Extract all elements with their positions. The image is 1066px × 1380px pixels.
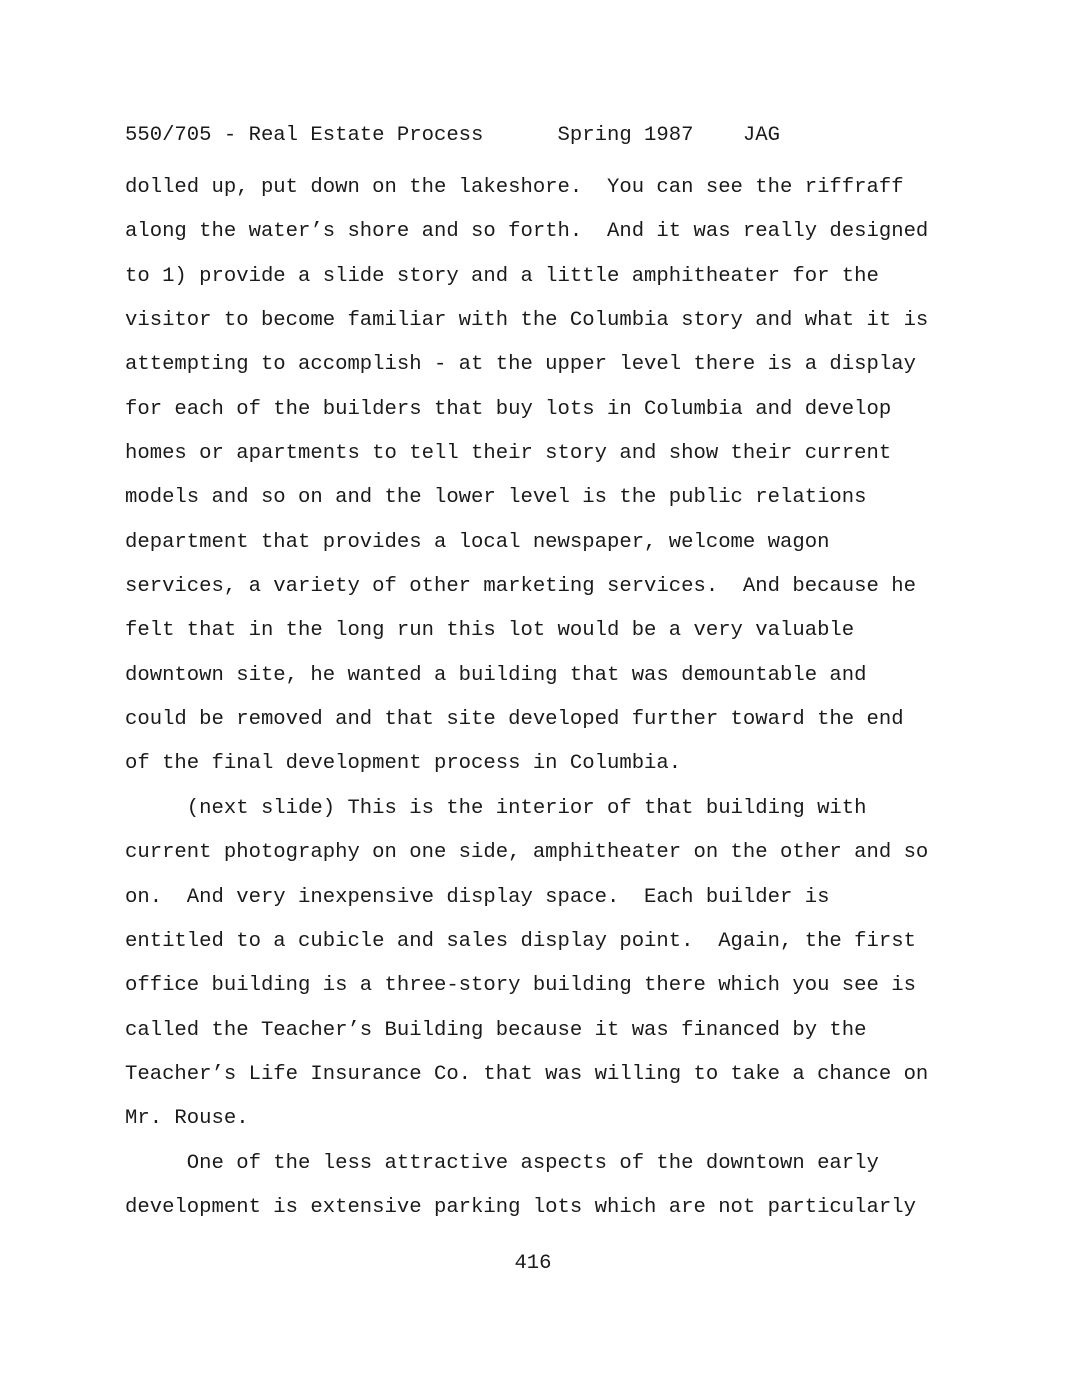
page-number: 416 xyxy=(514,1252,552,1275)
body-text xyxy=(125,166,955,1230)
text-line: Teacher’s Life Insurance Co. that was willing to take a chance on xyxy=(125,1062,929,1086)
running-header: 550/705 - Real Estate Process Spring 1987 JAG xyxy=(125,124,780,147)
text-line: development is extensive parking lots which are not particularly xyxy=(125,1195,916,1219)
text-line: homes or apartments to tell their story and show their current xyxy=(125,442,892,466)
text-line: of the final development process in Columbia. xyxy=(125,752,682,776)
text-line: to 1) provide a slide story and a little amphitheater for the xyxy=(125,264,879,288)
text-line: Mr. Rouse. xyxy=(125,1107,249,1131)
text-line: department that provides a local newspaper, welcome wagon xyxy=(125,530,830,554)
text-line: downtown site, he wanted a building that was demountable and xyxy=(125,663,867,687)
text-line: felt that in the long run this lot would be a very valuable xyxy=(125,619,855,643)
text-line: dolled up, put down on the lakeshore. You can see the riffraff xyxy=(125,176,904,199)
text-line: office building is a three-story building there which you see is xyxy=(125,974,916,998)
text-line: models and so on and the lower level is the public relations xyxy=(125,486,867,510)
text-line: called the Teacher’s Building because it was financed by the xyxy=(125,1018,867,1042)
text-line: entitled to a cubicle and sales display point. Again, the first xyxy=(125,929,916,953)
text-line: One of the less attractive aspects of the downtown early xyxy=(125,1151,879,1175)
text-line: for each of the builders that buy lots in Columbia and develop xyxy=(125,397,892,421)
text-line: along the water’s shore and so forth. And it was really designed xyxy=(125,220,929,244)
text-line: could be removed and that site developed further toward the end xyxy=(125,708,904,732)
text-line: on. And very inexpensive display space. Each builder is xyxy=(125,885,830,909)
text-line: services, a variety of other marketing services. And because he xyxy=(125,575,916,599)
text-line: current photography on one side, amphitheater on the other and so xyxy=(125,841,929,865)
text-line: (next slide) This is the interior of that building with xyxy=(125,796,867,820)
text-line: visitor to become familiar with the Columbia story and what it is xyxy=(125,309,929,333)
text-line: attempting to accomplish - at the upper level there is a display xyxy=(125,353,916,377)
